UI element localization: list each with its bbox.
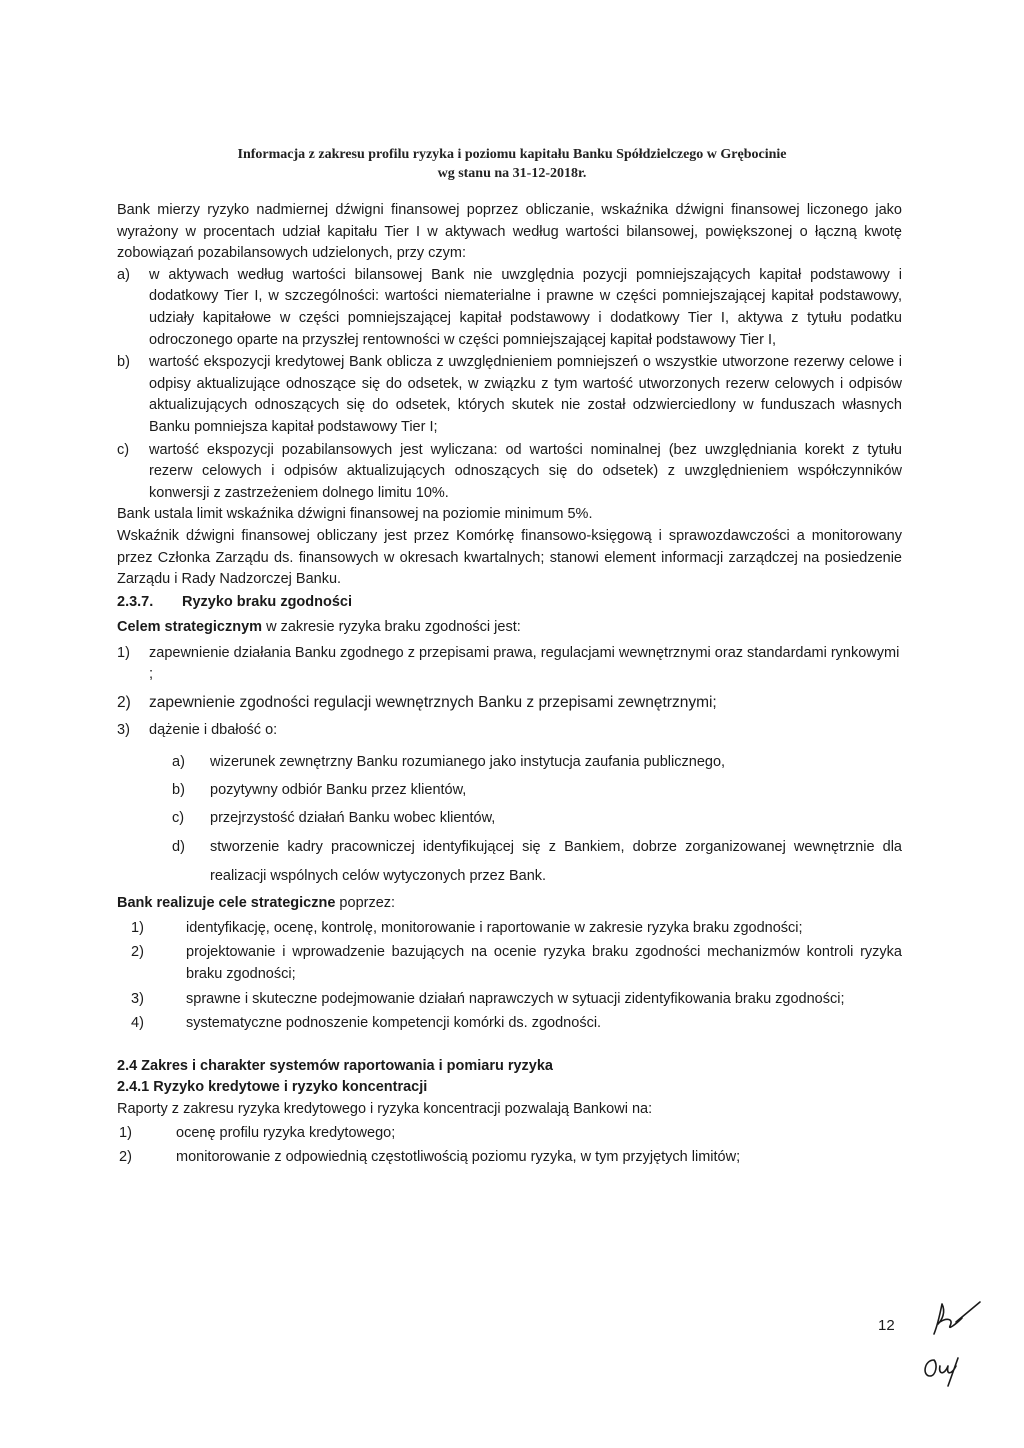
list-text: wartość ekspozycji pozabilansowych jest wyliczana: od wartości nominalnej (bez uwzględniania korekt z tytułu rezerw celowych i odpisów aktualizujących odnoszących się do odsetek) z uwzględnieniem współczynników konwersji z zastrzeżeniem dolnego limitu 10%. <box>149 441 902 501</box>
goal-bold: Celem strategicznym <box>117 619 263 636</box>
list-text: projektowanie i wprowadzenie bazujących na ocenie ryzyka braku zgodności mechanizmów kontroli ryzyka braku zgodności; <box>186 944 902 983</box>
list-label: 1) <box>131 919 144 936</box>
section-title: Ryzyko braku zgodności <box>182 593 353 610</box>
leverage-limit: Bank ustala limit wskaźnika dźwigni finansowej na poziomie minimum 5%. <box>117 506 593 523</box>
leverage-monitoring: Wskaźnik dźwigni finansowej obliczany jest przez Komórkę finansowo-księgową i sprawozdawczości a monitorowany przez Członka Zarządu ds. finansowych w okresach kwartalnych; stanowi element informacji zarządczej na posiedzenie Zarządu i Rady Nadzorczej Banku. <box>117 527 902 588</box>
leverage-item-a <box>117 265 902 351</box>
header-date: wg stanu na 31-12-2018r. <box>437 166 587 181</box>
goal-intro <box>117 617 902 639</box>
goal-rest: w zakresie ryzyka braku zgodności jest: <box>262 619 521 636</box>
document-header <box>0 145 1024 183</box>
list-text: ocenę profilu ryzyka kredytowego; <box>176 1124 396 1141</box>
goal-item-1 <box>117 643 902 686</box>
header-title: Informacja z zakresu profilu ryzyka i poziomu kapitału Banku Spółdzielczego w Grębocinie <box>237 147 787 162</box>
list-text: systematyczne podnoszenie kompetencji komórki ds. zgodności. <box>186 1015 602 1032</box>
spacer <box>117 1035 902 1056</box>
reporting-item-2 <box>117 1147 902 1169</box>
subsection-heading-credit: 2.4.1 Ryzyko kredytowe i ryzyko koncentracji <box>117 1079 428 1096</box>
list-text: zapewnienie zgodności regulacji wewnętrznych Banku z przepisami zewnętrznymi; <box>149 694 717 712</box>
realize-item-2 <box>117 942 902 985</box>
section-heading-reporting: 2.4 Zakres i charakter systemów raportowania i pomiaru ryzyka <box>117 1057 553 1074</box>
list-text: wizerunek zewnętrzny Banku rozumianego jako instytucja zaufania publicznego, <box>210 754 726 771</box>
list-label: 1) <box>119 1124 132 1141</box>
section-number: 2.3.7. <box>117 593 154 610</box>
leverage-intro: Bank mierzy ryzyko nadmiernej dźwigni finansowej poprzez obliczanie, wskaźnika dźwigni finansowej liczonego jako wyrażony w procentach udział kapitału Tier I w aktywach według wartości bilansowej, powiększonej o łączną kwotę zobowiązań pozabilansowych udzielonych, przy czym: <box>117 202 902 262</box>
list-text: sprawne i skuteczne podejmowanie działań naprawczych w sytuacji zidentyfikowania braku zgodności; <box>186 990 845 1007</box>
list-label: c) <box>117 441 130 458</box>
reporting-intro: Raporty z zakresu ryzyka kredytowego i ryzyka koncentracji pozwalają Bankowi na: <box>117 1101 653 1117</box>
list-label: 4) <box>131 1015 144 1032</box>
list-label: a) <box>117 266 130 283</box>
list-label: 3) <box>131 990 144 1007</box>
list-label: 2) <box>119 1149 132 1166</box>
list-text: zapewnienie działania Banku zgodnego z przepisami prawa, regulacjami wewnętrznymi oraz standardami rynkowymi ; <box>149 644 900 683</box>
realize-item-3 <box>117 989 902 1011</box>
list-label: c) <box>172 810 185 827</box>
list-label: b) <box>172 782 185 799</box>
list-text: identyfikację, ocenę, kontrolę, monitorowanie i raportowanie w zakresie ryzyka braku zgodności; <box>186 919 803 936</box>
section-heading-compliance <box>117 592 902 614</box>
page-content <box>117 200 902 1169</box>
realize-item-1 <box>117 918 902 940</box>
list-label: 3) <box>117 721 130 738</box>
signature-initials-top <box>928 1298 984 1340</box>
list-text: pozytywny odbiór Banku przez klientów, <box>210 782 467 799</box>
list-label: 2) <box>117 694 131 712</box>
goal-item-3 <box>117 720 902 742</box>
care-item-a <box>117 749 902 775</box>
care-item-d <box>117 833 902 891</box>
list-text: monitorowanie z odpowiednią częstotliwością poziomu ryzyka, w tym przyjętych limitów; <box>176 1149 741 1166</box>
list-text: przejrzystość działań Banku wobec klientów, <box>210 810 496 827</box>
list-label: b) <box>117 354 130 371</box>
page-number: 12 <box>878 1317 895 1334</box>
realize-intro <box>117 893 902 915</box>
leverage-item-c <box>117 440 902 505</box>
list-label: a) <box>172 754 185 771</box>
list-text: dążenie i dbałość o: <box>149 721 278 738</box>
list-text: w aktywach według wartości bilansowej Bank nie uwzględnia pozycji pomniejszających kapitał podstawowy i dodatkowy Tier I, w szczególności: wartości niematerialne i prawne w części pomniejszającej kapitał podstawowy, udziały kapitałowe w części pomniejszającej kapitał podstawowy i dodatkowy Tier I, aktywa z tytułu podatku odroczonego oparte na przyszłej rentowności w części pomniejszającej kapitał podstawowy Tier I, <box>149 266 902 348</box>
list-label: d) <box>172 839 185 856</box>
care-item-b <box>117 777 902 803</box>
reporting-item-1 <box>117 1123 902 1145</box>
list-text: stworzenie kadry pracowniczej identyfikującej się z Bankiem, dobrze zorganizowanej wewnętrznie dla realizacji wspólnych celów wytyczonych przez Bank. <box>210 839 902 885</box>
realize-bold: Bank realizuje cele strategiczne <box>117 895 336 912</box>
leverage-item-b <box>117 352 902 438</box>
goal-item-2 <box>117 692 902 714</box>
realize-item-4 <box>117 1013 902 1035</box>
care-item-c <box>117 805 902 831</box>
list-label: 2) <box>131 944 144 961</box>
realize-rest: poprzez: <box>335 895 396 912</box>
list-text: wartość ekspozycji kredytowej Bank oblicza z uwzględnieniem pomniejszeń o wszystkie utworzone rezerwy celowe i odpisy aktualizujące odnoszące się do odsetek, w związku z tym wartość utworzonych rezerw celowych i odpisów aktualizujących odnoszących się do odsetek, których skutek nie został odzwierciedlony w funduszach własnych Banku pomniejsza kapitał podstawowy Tier I; <box>149 354 902 435</box>
signature-initials-bottom <box>918 1352 974 1388</box>
list-label: 1) <box>117 644 130 661</box>
